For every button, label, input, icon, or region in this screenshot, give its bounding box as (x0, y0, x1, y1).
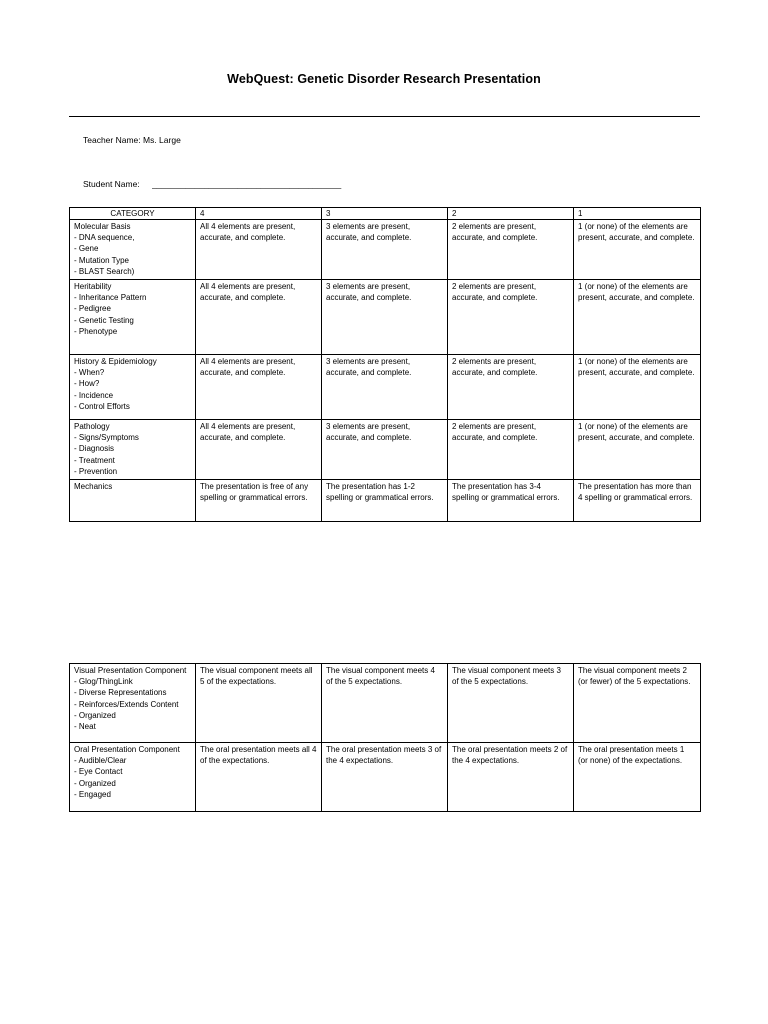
level-2-cell: 2 elements are present, accurate, and complete. (448, 220, 574, 280)
rubric-row-oral-presentation (70, 743, 701, 812)
criterion-item: - Signs/Symptoms (74, 433, 139, 443)
criterion-cell (70, 280, 196, 355)
rubric-row-molecular-basis (70, 220, 701, 280)
rubric-row-mechanics (70, 480, 701, 522)
rubric-row-pathology (70, 420, 701, 480)
criterion-title: Heritability (74, 282, 112, 291)
criterion-title: Mechanics (74, 482, 113, 491)
level-1-cell: 1 (or none) of the elements are present, accurate, and complete. (574, 420, 701, 480)
criterion-cell (70, 480, 196, 522)
criterion-item: - Treatment (74, 455, 115, 465)
criterion-item: - Eye Contact (74, 767, 123, 777)
level-3-cell: 3 elements are present, accurate, and complete. (322, 220, 448, 280)
level-3-cell: 3 elements are present, accurate, and complete. (322, 355, 448, 420)
criterion-item: - Reinforces/Extends Content (74, 699, 179, 709)
criterion-item: - When? (74, 368, 105, 378)
rubric-row-history-epidemiology (70, 355, 701, 420)
level-2-cell: 2 elements are present, accurate, and complete. (448, 420, 574, 480)
criterion-item: - Diagnosis (74, 444, 115, 454)
header-level-3: 3 (322, 208, 448, 220)
criterion-item: - DNA sequence, (74, 233, 135, 243)
student-name-line (83, 179, 341, 189)
criterion-item: - Pedigree (74, 304, 111, 314)
criterion-item: - Engaged (74, 789, 111, 799)
criterion-item: - How? (74, 379, 100, 389)
criterion-item: - Organized (74, 778, 116, 788)
level-4-cell: All 4 elements are present, accurate, and complete. (196, 355, 322, 420)
level-1-cell: The presentation has more than 4 spelling or grammatical errors. (574, 480, 701, 522)
rubric-row-heritability (70, 280, 701, 355)
level-1-cell: 1 (or none) of the elements are present, accurate, and complete. (574, 355, 701, 420)
student-name-label: Student Name: (83, 179, 140, 189)
criterion-item: - Genetic Testing (74, 315, 134, 325)
level-3-cell: The visual component meets 4 of the 5 expectations. (322, 664, 448, 743)
level-1-cell: 1 (or none) of the elements are present, accurate, and complete. (574, 280, 701, 355)
level-3-cell: 3 elements are present, accurate, and complete. (322, 280, 448, 355)
level-1-cell: 1 (or none) of the elements are present, accurate, and complete. (574, 220, 701, 280)
level-4-cell: The oral presentation meets all 4 of the expectations. (196, 743, 322, 812)
rubric-row-visual-presentation (70, 664, 701, 743)
level-2-cell: The presentation has 3-4 spelling or grammatical errors. (448, 480, 574, 522)
title-divider (69, 116, 700, 117)
criterion-item: - Neat (74, 722, 96, 732)
criterion-cell (70, 420, 196, 480)
level-4-cell: The presentation is free of any spelling or grammatical errors. (196, 480, 322, 522)
criterion-item: - Organized (74, 710, 116, 720)
header-category: CATEGORY (70, 208, 196, 220)
level-4-cell: The visual component meets all 5 of the expectations. (196, 664, 322, 743)
header-level-1: 1 (574, 208, 701, 220)
rubric-table-presentation (69, 663, 701, 812)
criterion-title: Pathology (74, 422, 110, 431)
criterion-item: - Control Efforts (74, 401, 130, 411)
criterion-item: - Audible/Clear (74, 756, 127, 766)
criterion-item: - Gene (74, 244, 99, 254)
document-title: WebQuest: Genetic Disorder Research Presentation (227, 72, 541, 86)
header-level-2: 2 (448, 208, 574, 220)
level-4-cell: All 4 elements are present, accurate, and complete. (196, 280, 322, 355)
level-2-cell: The visual component meets 3 of the 5 expectations. (448, 664, 574, 743)
level-4-cell: All 4 elements are present, accurate, and complete. (196, 220, 322, 280)
criterion-cell (70, 355, 196, 420)
level-2-cell: 2 elements are present, accurate, and complete. (448, 355, 574, 420)
criterion-item: - Incidence (74, 390, 114, 400)
level-2-cell: 2 elements are present, accurate, and complete. (448, 280, 574, 355)
criterion-item: - Phenotype (74, 326, 118, 336)
criterion-cell (70, 664, 196, 743)
level-2-cell: The oral presentation meets 2 of the 4 expectations. (448, 743, 574, 812)
criterion-item: - BLAST Search) (74, 266, 135, 276)
criterion-item: - Mutation Type (74, 255, 129, 265)
criterion-title: Visual Presentation Component (74, 666, 187, 675)
level-3-cell: The oral presentation meets 3 of the 4 expectations. (322, 743, 448, 812)
level-3-cell: The presentation has 1-2 spelling or grammatical errors. (322, 480, 448, 522)
criterion-cell (70, 220, 196, 280)
level-1-cell: The oral presentation meets 1 (or none) of the expectations. (574, 743, 701, 812)
criterion-title: Oral Presentation Component (74, 745, 180, 754)
level-3-cell: 3 elements are present, accurate, and complete. (322, 420, 448, 480)
student-name-blank: ________________________________________ (152, 179, 342, 189)
teacher-name: Teacher Name: Ms. Large (83, 135, 181, 145)
criterion-cell (70, 743, 196, 812)
criterion-item: - Glog/ThingLink (74, 677, 133, 687)
rubric-header-row (70, 208, 701, 220)
level-1-cell: The visual component meets 2 (or fewer) of the 5 expectations. (574, 664, 701, 743)
header-level-4: 4 (196, 208, 322, 220)
criterion-item: - Diverse Representations (74, 688, 167, 698)
criterion-title: History & Epidemiology (74, 357, 157, 366)
criterion-item: - Prevention (74, 466, 118, 476)
criterion-title: Molecular Basis (74, 222, 131, 231)
level-4-cell: All 4 elements are present, accurate, and complete. (196, 420, 322, 480)
criterion-item: - Inheritance Pattern (74, 293, 147, 303)
rubric-table-main (69, 207, 701, 522)
